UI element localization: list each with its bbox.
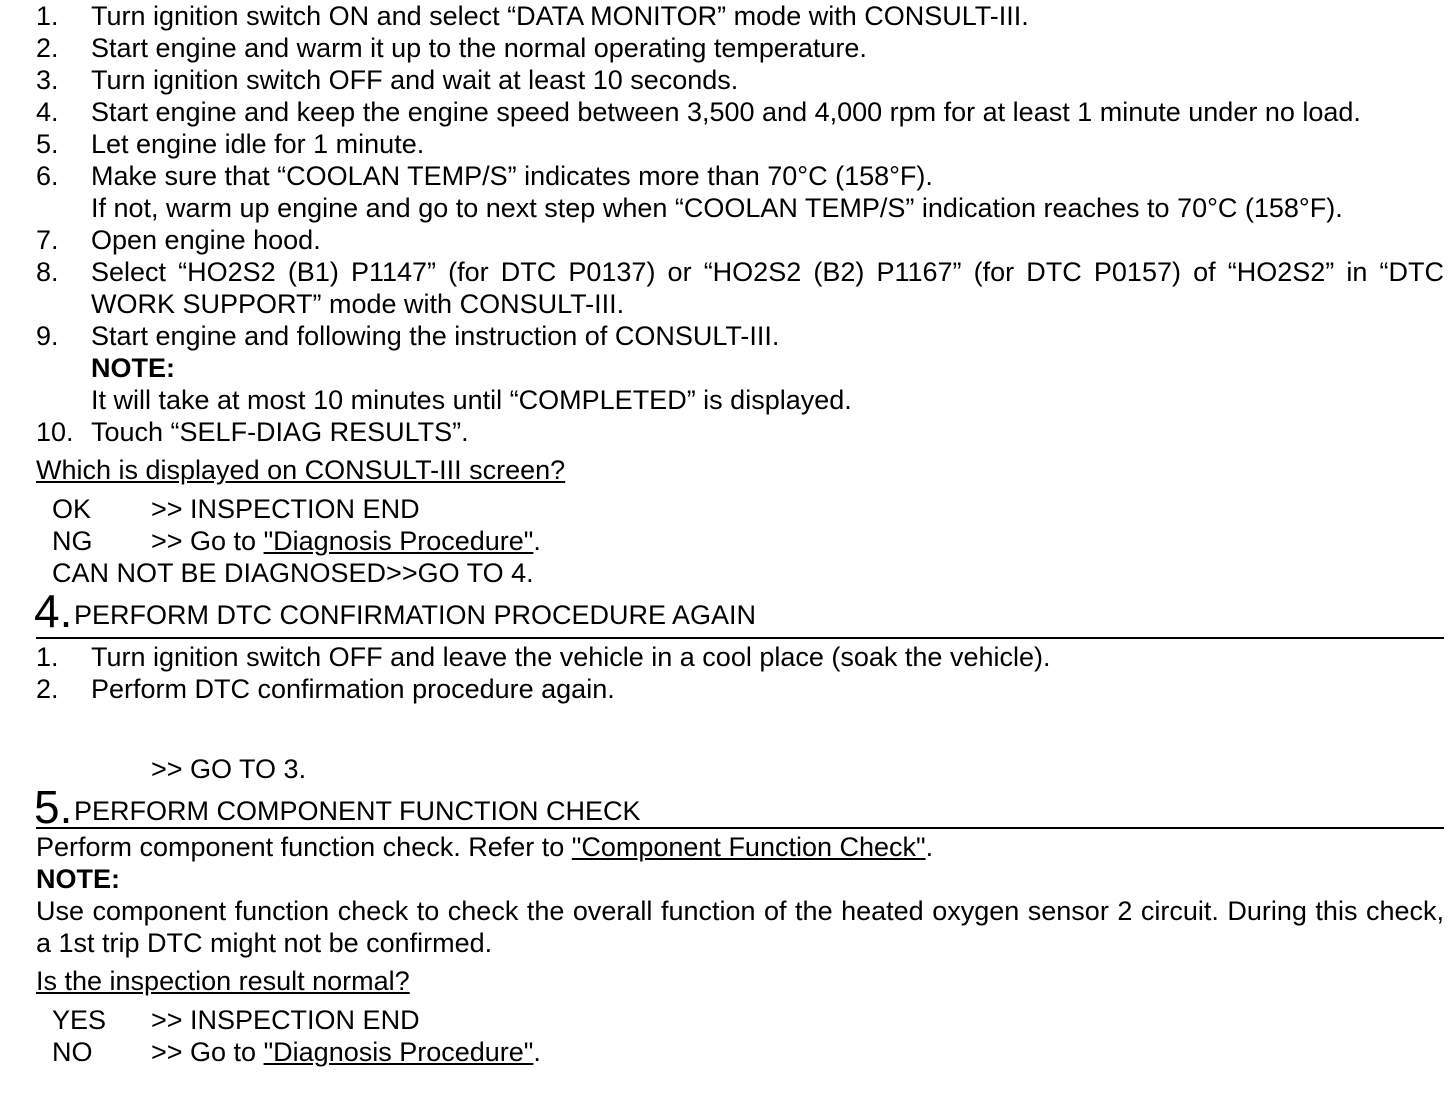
list-item — [36, 320, 1444, 352]
section3-answers — [36, 493, 1444, 589]
note-label: NOTE: — [36, 864, 120, 894]
component-function-check-link[interactable]: "Component Function Check" — [571, 832, 926, 862]
section5-question: Is the inspection result normal? — [36, 966, 410, 996]
goto-step-3: >> GO TO 3. — [151, 754, 307, 784]
list-item — [36, 256, 1444, 320]
answer-prefix: >> Go to — [151, 1037, 264, 1067]
step-number: 8. — [36, 257, 59, 287]
step-text: Turn ignition switch ON and select “DATA MONITOR” mode with CONSULT-III. — [91, 1, 1029, 31]
section5-intro — [36, 831, 1444, 863]
step-text: Select “HO2S2 (B1) P1147” (for DTC P0137) or “HO2S2 (B2) P1167” (for DTC P0157) of “HO2S2” in “DTC WORK SUPPORT” mode with CONSULT-III. — [91, 257, 1444, 319]
answer-ok — [36, 493, 1444, 525]
section3-step-list — [36, 0, 1444, 448]
step-number: 10. — [36, 417, 74, 447]
answer-suffix: . — [533, 1037, 541, 1067]
list-item — [36, 416, 1444, 448]
section-number: 5. — [34, 781, 73, 833]
step-number: 9. — [36, 321, 59, 351]
step-text: Start engine and warm it up to the normal operating temperature. — [91, 33, 867, 63]
answer-prefix: >> Go to — [151, 526, 264, 556]
step-number: 4. — [36, 97, 59, 127]
list-item — [36, 641, 1444, 673]
step-number: 1. — [36, 642, 59, 672]
step-text: Start engine and keep the engine speed between 3,500 and 4,000 rpm for at least 1 minute under no load. — [91, 97, 1361, 127]
step-text: Touch “SELF-DIAG RESULTS”. — [91, 417, 469, 447]
step-number: 3. — [36, 65, 59, 95]
answer-code: NG — [52, 526, 93, 556]
step-number: 7. — [36, 225, 59, 255]
answer-code: YES — [52, 1005, 107, 1035]
section4-heading — [34, 585, 1444, 637]
answer-ng — [36, 525, 1444, 557]
section-title: PERFORM COMPONENT FUNCTION CHECK — [74, 796, 641, 826]
section3-question: Which is displayed on CONSULT-III screen? — [36, 455, 566, 485]
step-text: Let engine idle for 1 minute. — [91, 129, 425, 159]
list-item — [36, 160, 1444, 192]
section5-heading — [34, 781, 1444, 833]
step-text: Open engine hood. — [91, 225, 321, 255]
answer-code: NO — [52, 1037, 93, 1067]
step-number: 2. — [36, 674, 59, 704]
step-text: Turn ignition switch OFF and wait at least 10 seconds. — [91, 65, 739, 95]
step-text: Make sure that “COOLAN TEMP/S” indicates more than 70°C (158°F). — [91, 161, 933, 191]
step-text: Start engine and following the instruction of CONSULT-III. — [91, 321, 780, 351]
section4-step-list — [36, 641, 1444, 705]
list-item — [36, 673, 1444, 705]
step-number: 1. — [36, 1, 59, 31]
list-item — [36, 32, 1444, 64]
answer-suffix: . — [533, 526, 541, 556]
list-item — [36, 128, 1444, 160]
note-label: NOTE: — [91, 353, 175, 383]
section-number: 4. — [34, 585, 73, 637]
list-item — [36, 0, 1444, 32]
note-text: It will take at most 10 minutes until “COMPLETED” is displayed. — [91, 385, 852, 415]
answer-no — [36, 1036, 1444, 1068]
step-text: Turn ignition switch OFF and leave the vehicle in a cool place (soak the vehicle). — [91, 642, 1051, 672]
step-text: Perform DTC confirmation procedure again. — [91, 674, 615, 704]
section5-answers — [36, 1004, 1444, 1068]
answer-yes — [36, 1004, 1444, 1036]
step-number: 6. — [36, 161, 59, 191]
section-title: PERFORM DTC CONFIRMATION PROCEDURE AGAIN — [74, 600, 757, 630]
answer-cannot-diagnose: CAN NOT BE DIAGNOSED>>GO TO 4. — [52, 558, 534, 588]
answer-text: >> INSPECTION END — [151, 494, 420, 524]
list-item — [36, 224, 1444, 256]
step-continuation: If not, warm up engine and go to next step when “COOLAN TEMP/S” indication reaches to 70°C (158°F). — [91, 193, 1343, 223]
list-item — [36, 96, 1444, 128]
service-manual-page — [36, 0, 1444, 1068]
section-divider — [36, 637, 1444, 639]
diagnosis-procedure-link[interactable]: "Diagnosis Procedure" — [263, 526, 534, 556]
answer-code: OK — [52, 494, 92, 524]
answer-text: >> INSPECTION END — [151, 1005, 420, 1035]
diagnosis-procedure-link[interactable]: "Diagnosis Procedure" — [263, 1037, 534, 1067]
intro-text: Perform component function check. Refer to — [36, 832, 572, 862]
note-text: Use component function check to check the overall function of the heated oxygen sensor 2 circuit. During this check, a 1st trip DTC might not be confirmed. — [36, 896, 1444, 958]
step-number: 2. — [36, 33, 59, 63]
intro-suffix: . — [925, 832, 934, 862]
list-item — [36, 64, 1444, 96]
step-number: 5. — [36, 129, 59, 159]
